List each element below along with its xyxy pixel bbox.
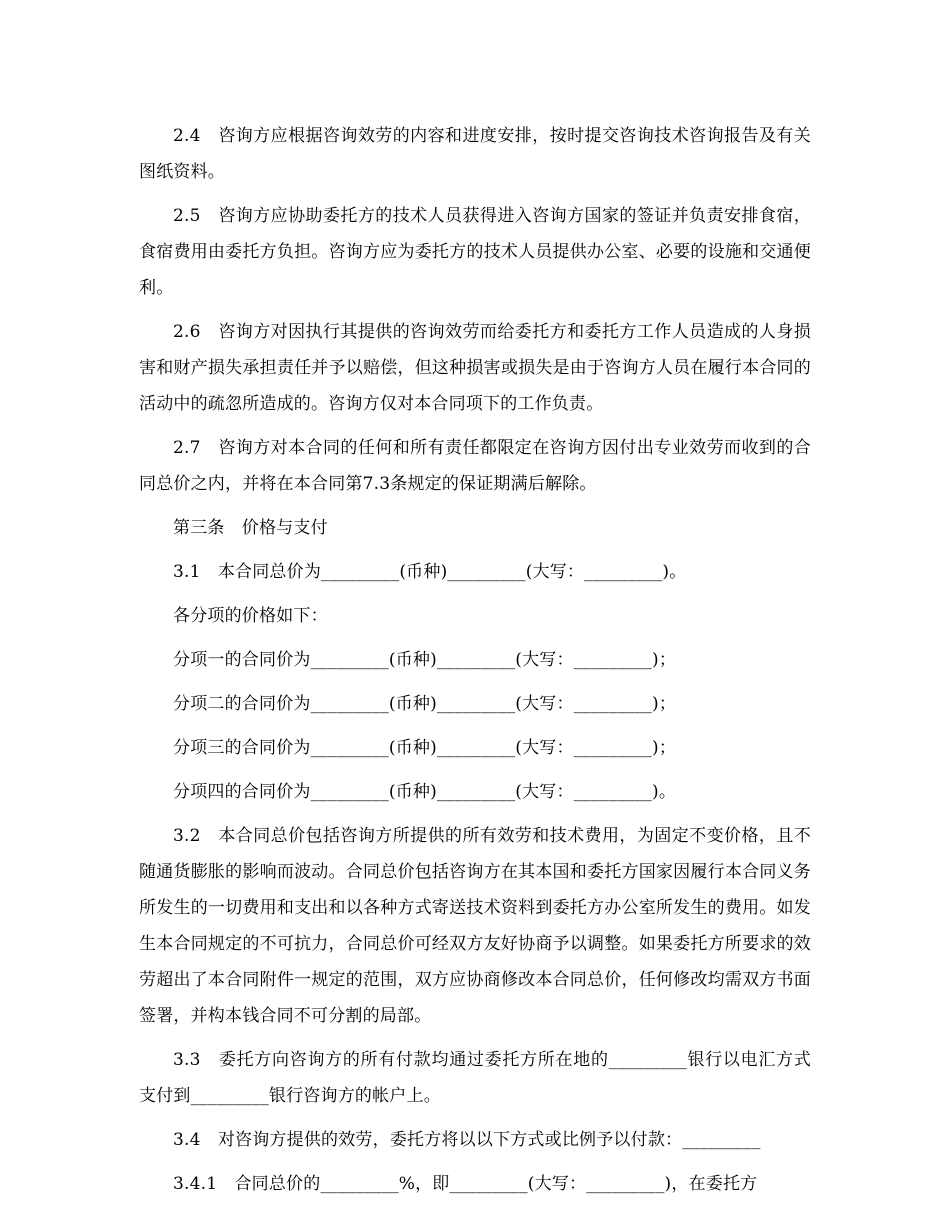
clause-2-7: 2.7 咨询方对本合同的任何和所有责任都限定在咨询方因付出专业效劳而收到的合同总价之内，并将在本合同第7.3条规定的保证期满后解除。 bbox=[139, 438, 811, 494]
subitem-price-1: 分项一的合同价为_________(币种)_________(大写：_________)； bbox=[173, 650, 677, 670]
clause-3-4-1: 3.4.1 合同总价的_________%，即_________(大写：_________)，在委托方 bbox=[173, 1174, 758, 1194]
subitem-price-3: 分项三的合同价为_________(币种)_________(大写：_________)； bbox=[173, 738, 677, 758]
clause-3-2: 3.2 本合同总价包括咨询方所提供的所有效劳和技术费用，为固定不变价格，且不随通货膨胀的影响而波动。合同总价包括咨询方在其本国和委托方国家因履行本合同义务所发生的一切费用和支出和以各种方式寄送技术资料到委托方办公室所发生的费用。如发生本合同规定的不可抗力，合同总价可经双方友好协商予以调整。如果委托方所要求的效劳超出了本合同附件一规定的范围，双方应协商修改本合同总价，任何修改均需双方书面签署，并构本钱合同不可分割的局部。 bbox=[139, 826, 811, 1026]
document-body bbox=[139, 118, 811, 1202]
clause-3-3: 3.3 委托方向咨询方的所有付款均通过委托方所在地的_________银行以电汇方式支付到_________银行咨询方的帐户上。 bbox=[139, 1050, 811, 1106]
clause-2-5: 2.5 咨询方应协助委托方的技术人员获得进入咨询方国家的签证并负责安排食宿，食宿费用由委托方负担。咨询方应为委托方的技术人员提供办公室、必要的设施和交通便利。 bbox=[139, 206, 811, 298]
article-3-heading: 第三条 价格与支付 bbox=[173, 518, 328, 538]
subitem-price-4: 分项四的合同价为_________(币种)_________(大写：_________)。 bbox=[173, 782, 677, 802]
clause-3-1: 3.1 本合同总价为_________(币种)_________(大写：_________)。 bbox=[173, 562, 687, 582]
clause-3-4: 3.4 对咨询方提供的效劳，委托方将以以下方式或比例予以付款：_________ bbox=[173, 1130, 761, 1150]
subitem-price-2: 分项二的合同价为_________(币种)_________(大写：_________)； bbox=[173, 694, 677, 714]
clause-2-4: 2.4 咨询方应根据咨询效劳的内容和进度安排，按时提交咨询技术咨询报告及有关图纸资料。 bbox=[139, 126, 811, 182]
clause-2-6: 2.6 咨询方对因执行其提供的咨询效劳而给委托方和委托方工作人员造成的人身损害和财产损失承担责任并予以赔偿，但这种损害或损失是由于咨询方人员在履行本合同的活动中的疏忽所造成的。咨询方仅对本合同项下的工作负责。 bbox=[139, 322, 811, 414]
subitem-intro: 各分项的价格如下： bbox=[173, 606, 328, 626]
